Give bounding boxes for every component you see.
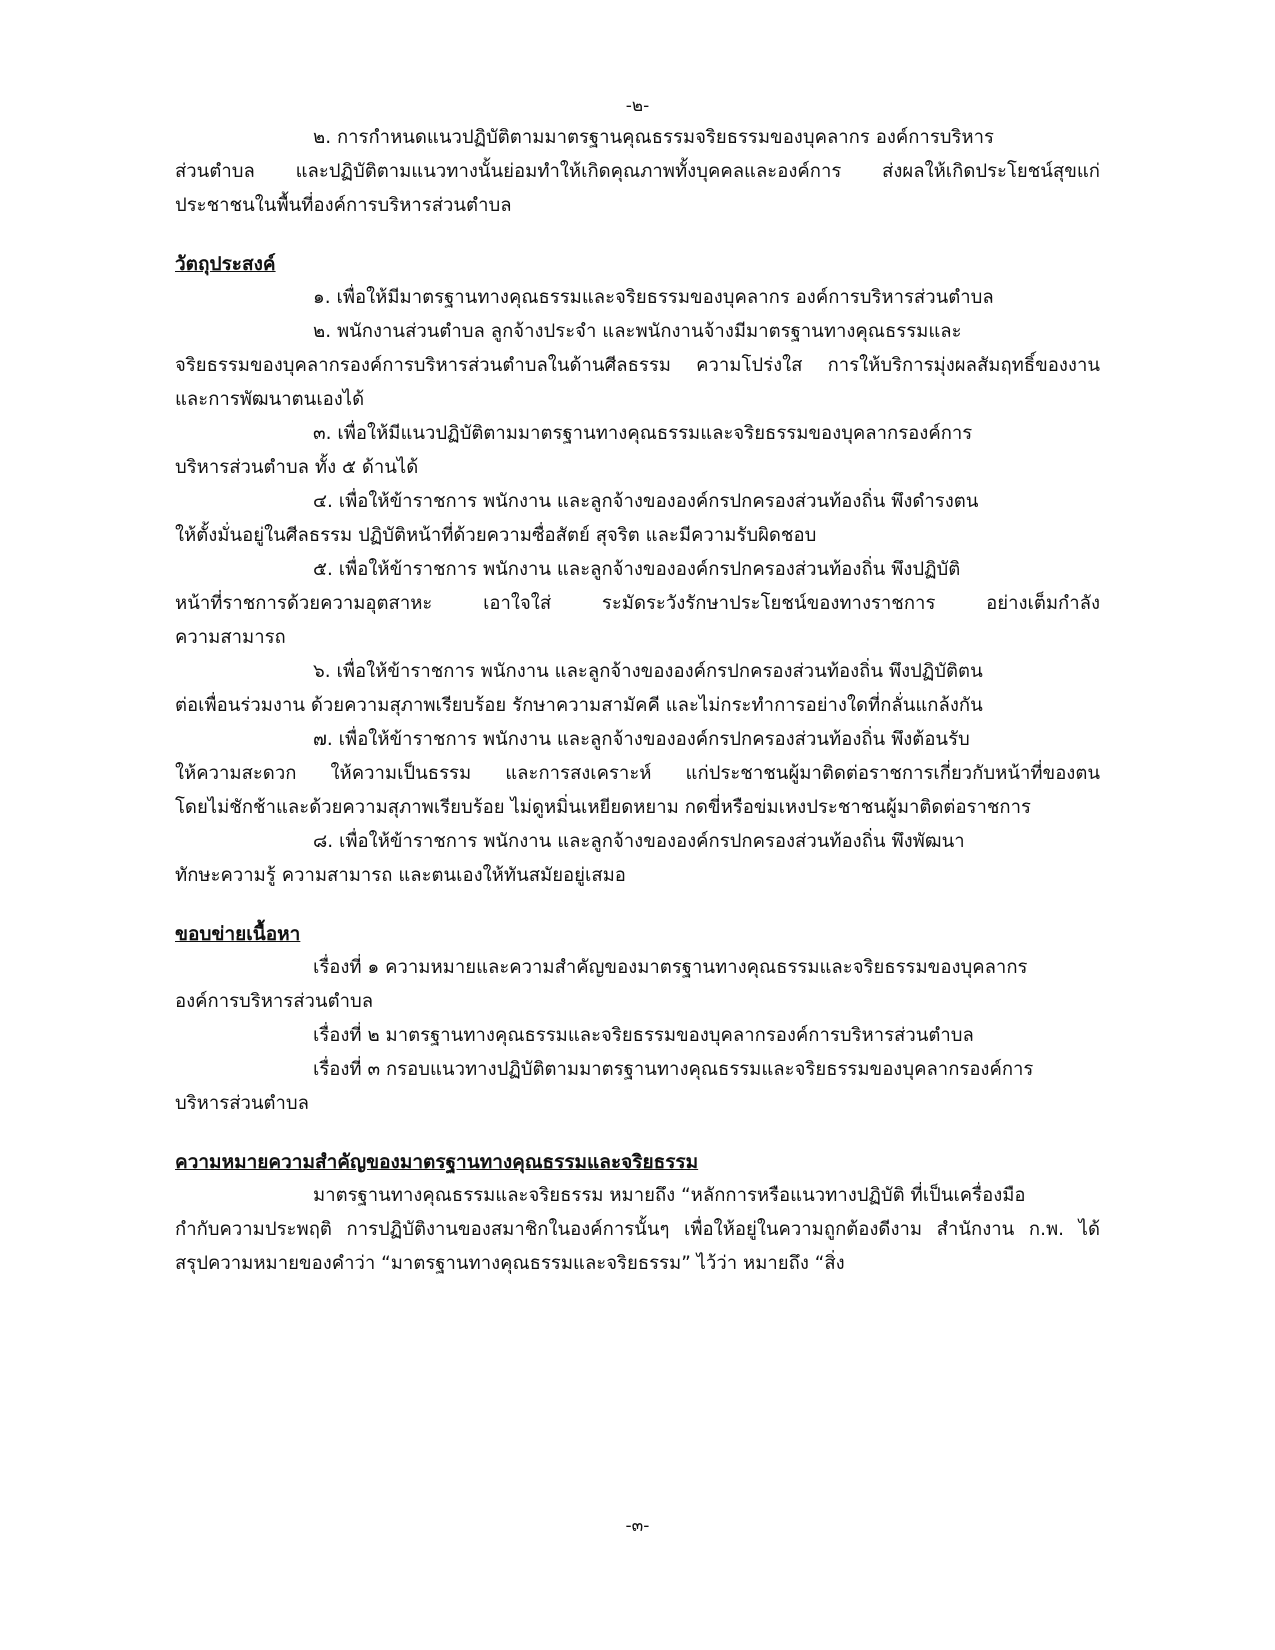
objective-line: ๗. เพื่อให้ข้าราชการ พนักงาน และลูกจ้างขององค์กรปกครองส่วนท้องถิ่น พึงต้อนรับ bbox=[313, 729, 970, 750]
objective-line: ๓. เพื่อให้มีแนวปฏิบัติตามมาตรฐานทางคุณธรรมและจริยธรรมของบุคลากรองค์การ bbox=[313, 423, 973, 444]
objective-line: บริหารส่วนตำบล ทั้ง ๕ ด้านได้ bbox=[175, 457, 419, 478]
scope-line: เรื่องที่ ๑ ความหมายและความสำคัญของมาตรฐานทางคุณธรรมและจริยธรรมของบุคลากร bbox=[313, 957, 1028, 978]
objective-line: จริยธรรมของบุคลากรองค์การบริหารส่วนตำบลในด้านศีลธรรม ความโปร่งใส การให้บริการมุ่งผลสัมฤทธิ์ของงาน bbox=[175, 355, 1100, 376]
objective-line: และการพัฒนาตนเองได้ bbox=[175, 389, 365, 410]
scope-line: เรื่องที่ ๒ มาตรฐานทางคุณธรรมและจริยธรรมของบุคลากรองค์การบริหารส่วนตำบล bbox=[313, 1025, 974, 1046]
objective-line: ต่อเพื่อนร่วมงาน ด้วยความสุภาพเรียบร้อย รักษาความสามัคคี และไม่กระทำการอย่างใดที่กลั่นแกล้งกัน bbox=[175, 695, 983, 716]
scope-line: เรื่องที่ ๓ กรอบแนวทางปฏิบัติตามมาตรฐานทางคุณธรรมและจริยธรรมของบุคลากรองค์การ bbox=[313, 1059, 1034, 1080]
objective-line: ๑. เพื่อให้มีมาตรฐานทางคุณธรรมและจริยธรรมของบุคลากร องค์การบริหารส่วนตำบล bbox=[313, 287, 994, 308]
objective-line: หน้าที่ราชการด้วยความอุตสาหะ เอาใจใส่ ระมัดระวังรักษาประโยชน์ของทางราชการ อย่างเต็มกำลัง bbox=[175, 593, 1100, 614]
objective-line: ทักษะความรู้ ความสามารถ และตนเองให้ทันสมัยอยู่เสมอ bbox=[175, 865, 626, 886]
meaning-heading: ความหมายความสำคัญของมาตรฐานทางคุณธรรมและจริยธรรม bbox=[175, 1151, 699, 1173]
objective-line: ความสามารถ bbox=[175, 627, 286, 648]
objective-line: ให้ตั้งมั่นอยู่ในศีลธรรม ปฏิบัติหน้าที่ด้วยความซื่อสัตย์ สุจริต และมีความรับผิดชอบ bbox=[175, 525, 817, 546]
objective-line: ๕. เพื่อให้ข้าราชการ พนักงาน และลูกจ้างขององค์กรปกครองส่วนท้องถิ่น พึงปฏิบัติ bbox=[313, 559, 961, 580]
objective-line: ๘. เพื่อให้ข้าราชการ พนักงาน และลูกจ้างขององค์กรปกครองส่วนท้องถิ่น พึงพัฒนา bbox=[313, 831, 965, 852]
objective-line: ๖. เพื่อให้ข้าราชการ พนักงาน และลูกจ้างขององค์กรปกครองส่วนท้องถิ่น พึงปฏิบัติตน bbox=[313, 661, 983, 682]
intro-line-3: ประชาชนในพื้นที่องค์การบริหารส่วนตำบล bbox=[175, 195, 512, 216]
meaning-line: สรุปความหมายของคำว่า “มาตรฐานทางคุณธรรมและจริยธรรม” ไว้ว่า หมายถึง “สิ่ง bbox=[175, 1253, 845, 1274]
scope-line: บริหารส่วนตำบล bbox=[175, 1093, 310, 1114]
meaning-line: มาตรฐานทางคุณธรรมและจริยธรรม หมายถึง “หลักการหรือแนวทางปฏิบัติ ที่เป็นเครื่องมือ bbox=[313, 1185, 1026, 1206]
objective-line: ๒. พนักงานส่วนตำบล ลูกจ้างประจำ และพนักงานจ้างมีมาตรฐานทางคุณธรรมและ bbox=[313, 321, 962, 342]
objective-line: ๔. เพื่อให้ข้าราชการ พนักงาน และลูกจ้างขององค์กรปกครองส่วนท้องถิ่น พึงดำรงตน bbox=[313, 491, 979, 512]
intro-line-1: ๒. การกำหนดแนวปฏิบัติตามมาตรฐานคุณธรรมจริยธรรมของบุคลากร องค์การบริหาร bbox=[313, 127, 994, 148]
scope-line: องค์การบริหารส่วนตำบล bbox=[175, 991, 374, 1012]
page-number-top: -๒- bbox=[625, 96, 650, 116]
document-body bbox=[175, 121, 1100, 1281]
page-number-bottom: -๓- bbox=[625, 1516, 650, 1536]
scope-heading: ขอบข่ายเนื้อหา bbox=[175, 923, 301, 945]
objectives-heading: วัตถุประสงค์ bbox=[175, 253, 276, 275]
intro-line-2: ส่วนตำบล และปฏิบัติตามแนวทางนั้นย่อมทำให้เกิดคุณภาพทั้งบุคคลและองค์การ ส่งผลให้เกิดประโยชน์สุขแก่ bbox=[175, 161, 1100, 182]
meaning-line: กำกับความประพฤติ การปฏิบัติงานของสมาชิกในองค์การนั้นๆ เพื่อให้อยู่ในความถูกต้องดีงาม สำนักงาน ก.พ. ได้ bbox=[175, 1219, 1100, 1240]
objective-line: โดยไม่ชักช้าและด้วยความสุภาพเรียบร้อย ไม่ดูหมิ่นเหยียดหยาม กดขี่หรือข่มเหงประชาชนผู้มาติดต่อราชการ bbox=[175, 797, 1031, 818]
objective-line: ให้ความสะดวก ให้ความเป็นธรรม และการสงเคราะห์ แก่ประชาชนผู้มาติดต่อราชการเกี่ยวกับหน้าที่ของตน bbox=[175, 763, 1100, 784]
